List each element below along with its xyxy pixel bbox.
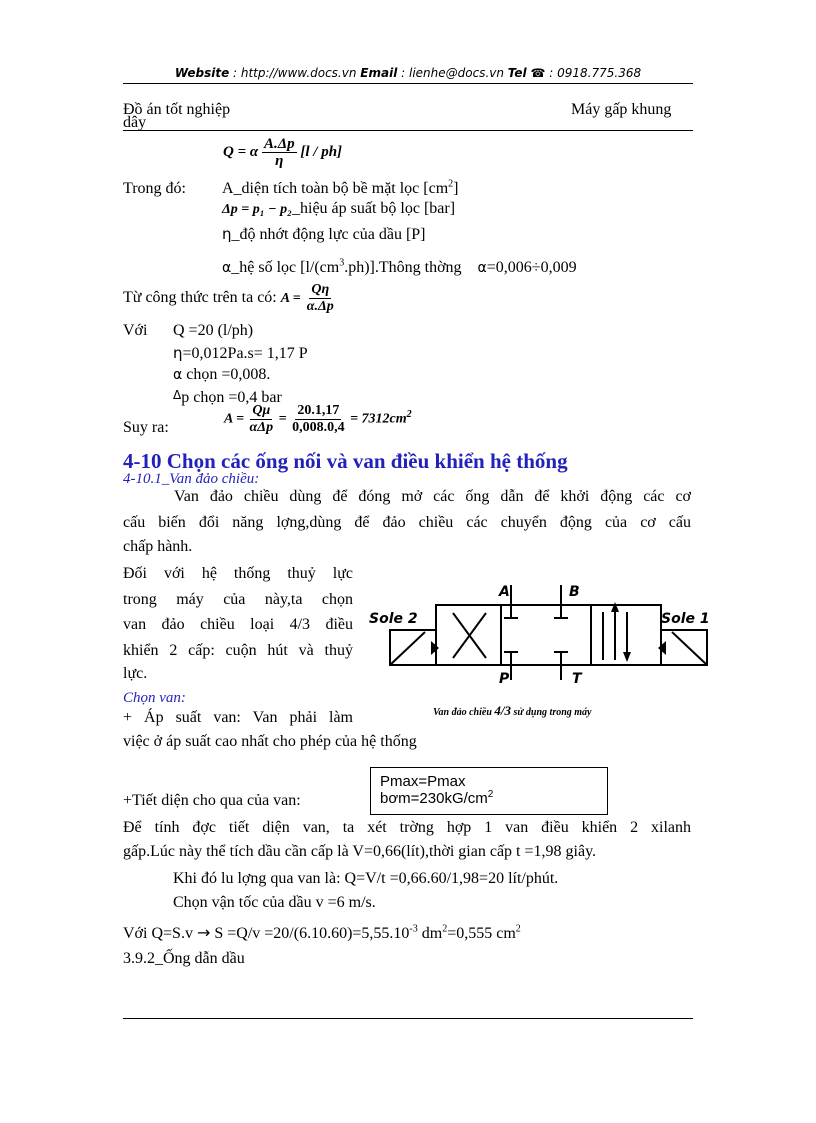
given-alpha-symbol: α xyxy=(173,367,183,383)
doc-header-rule xyxy=(123,130,693,131)
given-eta-value: =0,012Pa.s= 1,17 P xyxy=(182,345,308,362)
formula-flow-den: η xyxy=(275,153,284,169)
where-dp xyxy=(222,200,455,218)
formula-flow-lhs: Q = α xyxy=(223,143,259,160)
doc-header-right: Máy gấp khung xyxy=(571,101,672,118)
para2-line3: van đảo chiều loại 4/3 điều xyxy=(123,616,353,633)
pressure-box-sup: 2 xyxy=(487,789,494,800)
para2-line2: trong máy của này,ta chọn xyxy=(123,591,353,608)
result-sup: 2 xyxy=(406,409,412,421)
para8-sup1: -3 xyxy=(409,923,418,935)
result-num1: Qμ xyxy=(252,403,271,418)
para2-line1: Đối với hệ thống thuỷ lực xyxy=(123,565,353,582)
caption-fraction: 4/3 xyxy=(494,703,512,718)
result-den2: 0,008.0,4 xyxy=(292,420,345,435)
para3-line2: việc ở áp suất cao nhất cho phép của hệ thống xyxy=(123,733,417,750)
arrow-down-icon xyxy=(623,652,631,662)
where-area-text: A_diện tích toàn bộ bề mặt lọc [cm xyxy=(222,180,449,197)
para8-sup2: 2 xyxy=(442,923,448,935)
para5-line2: gấp.Lúc này thể tích dầu cần cấp là V=0,66(lít),thời gian cấp t =1,98 giây. xyxy=(123,843,597,860)
para1-line3: chấp hành. xyxy=(123,538,193,555)
para8-c: dm xyxy=(417,925,443,942)
diagram-caption xyxy=(433,703,592,718)
pressure-box-line1: Pmax=Pmax xyxy=(380,773,466,790)
where-alpha-text: _hệ số lọc [l/(cm xyxy=(231,259,340,276)
para4: +Tiết diện cho qua của van: xyxy=(123,792,301,809)
given-alpha xyxy=(173,366,270,384)
formula-flow-num: A.Δp xyxy=(263,136,295,152)
formula-flow-unit: [l / ph] xyxy=(300,143,343,160)
result-value: = 7312cm xyxy=(350,411,407,427)
para8-a: Với Q=S.v xyxy=(123,925,193,942)
para3-line1: + Áp suất van: Van phải làm xyxy=(123,709,353,726)
sole1-label: Sole 1 xyxy=(661,611,710,627)
formula-flow xyxy=(223,136,342,169)
para8-d: =0,555 cm xyxy=(447,925,516,942)
eta-symbol: η xyxy=(222,225,232,243)
derive-text: Từ công thức trên ta có: xyxy=(123,289,277,307)
where-area xyxy=(222,180,458,198)
given-alpha-value: chọn =0,008. xyxy=(182,366,271,383)
result-formula xyxy=(224,403,412,436)
section-heading: 4-10 Chọn các ống nối và van điều khiển hệ thống xyxy=(123,449,568,473)
result-lhs: A = xyxy=(224,411,245,427)
given-q: Q =20 (l/ph) xyxy=(173,322,254,339)
website-header xyxy=(0,66,816,80)
given-label: Với xyxy=(123,322,148,339)
where-eta-text: _độ nhớt động lực của dầu [P] xyxy=(231,226,426,243)
alpha-symbol: α xyxy=(222,260,232,276)
where-eta xyxy=(222,225,426,244)
sole2-label: Sole 2 xyxy=(369,611,418,627)
tel-label: Tel xyxy=(507,66,527,80)
where-dp-text: _hiệu áp suất bộ lọc [bar] xyxy=(292,200,456,217)
port-b-label: B xyxy=(569,584,580,600)
email-value: : lienhe@docs.vn xyxy=(397,66,508,80)
footer-rule xyxy=(123,1018,693,1019)
para1-line1: Van đảo chiều dùng để đóng mở các ống dẫn để khởi động các cơ xyxy=(174,488,691,505)
given-delta-symbol: Δ xyxy=(173,388,182,402)
para2-line4: khiển 2 cấp: cuộn hút và thuỷ xyxy=(123,642,353,659)
email-label: Email xyxy=(360,66,398,80)
port-p-label: P xyxy=(499,671,510,687)
para8-b: S =Q/v =20/(6.10.60)=5,55.10 xyxy=(210,925,410,942)
result-num2: 20.1,17 xyxy=(297,403,340,418)
where-dp-formula: Δp = p₁ − p₂ xyxy=(222,202,292,217)
solenoid-2-diagonal xyxy=(390,632,425,665)
doc-header-left2: dây xyxy=(123,114,147,131)
arrow-right-icon: → xyxy=(196,923,211,942)
where-area-sup: 2 xyxy=(448,178,454,190)
port-a-label: A xyxy=(499,584,510,600)
alpha-symbol-2: α xyxy=(477,260,487,276)
where-label: Trong đó: xyxy=(123,180,186,197)
where-alpha-range: =0,006÷0,009 xyxy=(486,259,577,276)
where-alpha-sup: 3 xyxy=(339,257,345,269)
where-alpha xyxy=(222,259,577,277)
doc-header-left: Đồ án tốt nghiệp xyxy=(123,101,231,118)
arrow-up-icon xyxy=(611,602,619,612)
derive-den: α.Δp xyxy=(306,299,334,314)
header-rule xyxy=(123,83,693,84)
para2-line5: lực. xyxy=(123,665,148,682)
caption-text-a: Van đảo chiều xyxy=(433,707,495,718)
given-eta-symbol: η xyxy=(173,344,183,362)
where-area-end: ] xyxy=(453,180,459,197)
derive-line xyxy=(123,282,336,315)
caption-text-b: sử dụng trong máy xyxy=(511,707,592,718)
website-label: Website xyxy=(174,66,230,80)
given-eta xyxy=(173,344,308,363)
para5-line1: Để tính đợc tiết diện van, ta xét trờng hợp 1 van điều khiển 2 xilanh xyxy=(123,819,691,836)
solenoid-1-diagonal xyxy=(672,632,707,665)
pressure-box-line2 xyxy=(380,790,493,807)
para8 xyxy=(123,923,521,943)
valve-diagram xyxy=(365,580,710,720)
para9: 3.9.2_Ống dẫn dầu xyxy=(123,950,245,967)
derive-lhs: A = xyxy=(280,291,301,307)
derive-num: Qη xyxy=(311,282,330,297)
port-t-label: T xyxy=(572,671,582,687)
pressure-box-value: bơm=230kG/cm xyxy=(380,790,488,807)
tel-value: : 0918.775.368 xyxy=(545,66,642,80)
result-label: Suy ra: xyxy=(123,419,169,436)
subsection-heading: 4-10.1_Van đảo chiều: xyxy=(123,471,260,487)
result-den1: αΔp xyxy=(249,420,274,435)
website-value: : http://www.docs.vn xyxy=(229,66,361,80)
choose-valve-heading: Chọn van: xyxy=(123,690,186,706)
para8-sup3: 2 xyxy=(515,923,521,935)
where-alpha-text2: .ph)].Thông thờng xyxy=(344,259,462,276)
phone-icon: ☎ xyxy=(530,66,546,80)
given-dp-value: p chọn =0,4 bar xyxy=(181,389,282,406)
para7: Chọn vận tốc của dầu v =6 m/s. xyxy=(173,894,376,911)
para1-line2: cấu biến đổi năng lợng,dùng để đảo chiều các chuyển động của cơ cấu xyxy=(123,514,691,531)
para6: Khi đó lu lợng qua van là: Q=V/t =0,66.60/1,98=20 lít/phút. xyxy=(173,870,559,887)
result-eq: = xyxy=(278,411,287,427)
